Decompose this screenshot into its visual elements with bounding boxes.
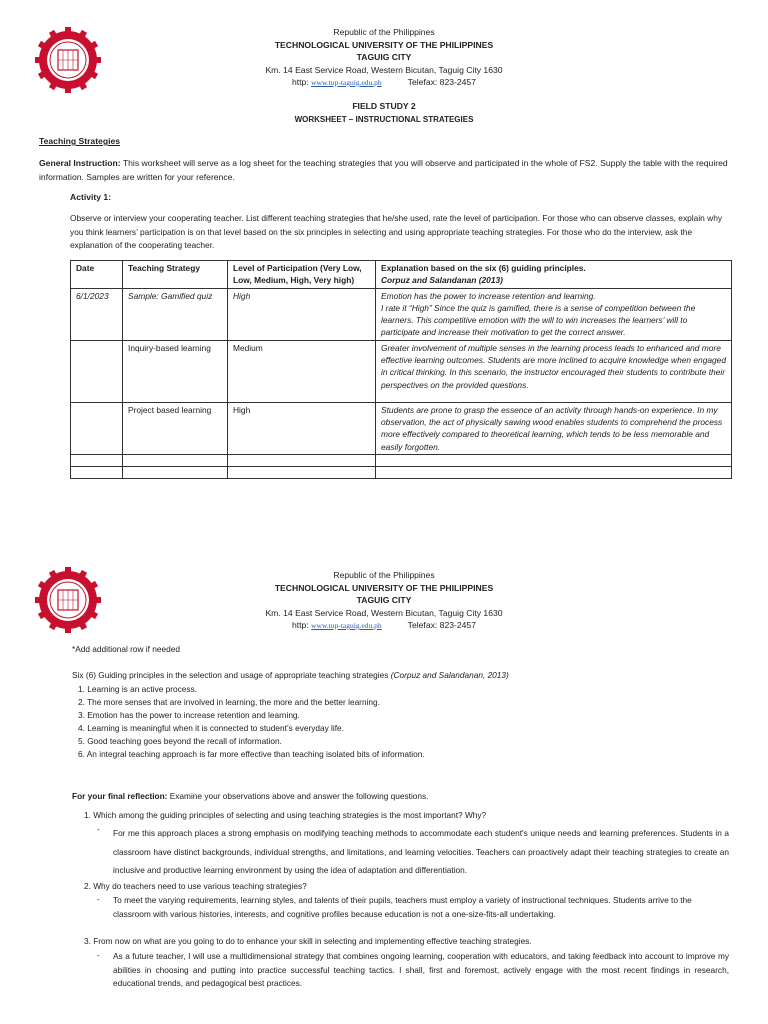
republic-line: Republic of the Philippines <box>333 570 435 580</box>
website-link[interactable]: www.tup-taguig.edu.ph <box>311 621 382 630</box>
telefax: Telefax: 823-2457 <box>407 77 476 87</box>
principle-item: 5. Good teaching goes beyond the recall of information. <box>78 736 282 746</box>
activity-label: Activity 1: <box>70 192 112 202</box>
principle-item: 1. Learning is an active process. <box>78 684 197 694</box>
answer-1: For me this approach places a strong emphasis on modifying teaching methods to accommodate each student's unique needs and learning preferences. Students in a classroom have distinct backgrounds, individual strengths, and limitations, and learning velocities. Teachers can proactively adapt their teaching strategies to create an inclusive and productive learning environment by using the idea of adaptation and differentiation. <box>113 828 729 875</box>
cell-strategy[interactable]: Inquiry-based learning <box>123 340 228 402</box>
http-label: http: <box>292 77 309 87</box>
principles-citation: (Corpuz and Salandanan, 2013) <box>390 670 509 680</box>
answer-3: As a future teacher, I will use a multidimensional strategy that combines ongoing learning, cooperation with educators, and taking feedback into account to improve my abilities in choosing and putting into practice successful teaching tactics. I shall, first and foremost, actively engage with the most recent findings in research, educational trends, and pedagogical best practices. <box>113 951 729 988</box>
header-strategy: Teaching Strategy <box>123 261 228 289</box>
republic-line: Republic of the Philippines <box>333 27 435 37</box>
university-name: TECHNOLOGICAL UNIVERSITY OF THE PHILIPPINES <box>274 582 494 593</box>
cell-date[interactable] <box>71 402 123 454</box>
document-title: FIELD STUDY 2 <box>352 101 416 111</box>
principle-item: 4. Learning is meaningful when it is connected to student’s everyday life. <box>78 723 344 733</box>
section-heading: Teaching Strategies <box>39 136 121 146</box>
strategies-table <box>70 260 732 479</box>
general-instruction <box>39 157 739 184</box>
cell-explanation[interactable]: Greater involvement of multiple senses in the learning process leads to enhanced and more effective learning outcomes. Students are more inclined to acquire knowledge when engaged in critical thinking. In this scenario, the instructor encouraged their students to contribute their perspectives on the provided questions. <box>376 340 732 402</box>
dash-bullet: - <box>97 894 100 904</box>
question-3: 3. From now on what are you going to do to enhance your skill in selecting and implementing effective teaching strategies. <box>84 936 532 946</box>
explanation-text: I rate it “High” Since the quiz is gamified, there is a sense of competition between the learners. This competitive emotion with the will to win increases the learners’ will to participate and increase their motivation to get the correct answer. <box>381 302 696 338</box>
empty-table-row[interactable] <box>71 466 732 478</box>
table-row <box>71 340 732 402</box>
cell-strategy[interactable]: Sample: Gamified quiz <box>123 288 228 340</box>
question-1: 1. Which among the guiding principles of selecting and using teaching strategies is the most important? Why? <box>84 810 487 820</box>
answer-2: To meet the varying requirements, learning styles, and talents of their pupils, teachers must employ a variety of instructional techniques. Students arrive to the classroom with various histories, interests, and cognitive profiles because education is not a one-size-fits-all undertaking. <box>113 895 692 919</box>
document-subtitle: WORKSHEET – INSTRUCTIONAL STRATEGIES <box>294 115 474 124</box>
principle-item: 3. Emotion has the power to increase retention and learning. <box>78 710 300 720</box>
principles-intro-text: Six (6) Guiding principles in the selection and usage of appropriate teaching strategies <box>72 670 391 680</box>
activity-instructions: Observe or interview your cooperating teacher. List different teaching strategies that he/she used, rate the level of participation. For those who can observe classes, explain why you think learners’ participation is on that level based on the six principles in selecting and using appropriate teaching strategies. For those who do the interview, ask the explanation of the cooperating teacher. <box>70 213 723 250</box>
city-name: TAGUIG CITY <box>356 52 412 62</box>
question-2: 2. Why do teachers need to use various teaching strategies? <box>84 881 307 891</box>
general-instruction-text: This worksheet will serve as a log sheet for the teaching strategies that you will observe and participated in the whole of FS2. Supply the table with the required information. Samples are written for your reference. <box>39 158 728 182</box>
add-row-note: *Add additional row if needed <box>72 644 180 654</box>
telefax: Telefax: 823-2457 <box>407 620 476 630</box>
website-link[interactable]: www.tup-taguig.edu.ph <box>311 78 382 87</box>
header-level: Level of Participation (Very Low, Low, Medium, High, Very high) <box>228 261 376 289</box>
cell-date[interactable]: 6/1/2023 <box>71 288 123 340</box>
header-explanation-text: Explanation based on the six (6) guiding principles. <box>381 263 586 273</box>
table-row <box>71 402 732 454</box>
address: Km. 14 East Service Road, Western Bicutan, Taguig City 1630 <box>265 607 503 618</box>
table-row <box>71 288 732 340</box>
cell-strategy[interactable]: Project based learning <box>123 402 228 454</box>
address: Km. 14 East Service Road, Western Bicutan, Taguig City 1630 <box>265 64 503 75</box>
general-instruction-label: General Instruction: <box>39 158 121 168</box>
header-citation: Corpuz and Salandanan (2013) <box>381 275 503 286</box>
cell-level[interactable]: High <box>228 288 376 340</box>
cell-level[interactable]: Medium <box>228 340 376 402</box>
letterhead <box>0 569 768 633</box>
explanation-principle: Emotion has the power to increase retention and learning. <box>381 290 596 301</box>
http-label: http: <box>292 620 309 630</box>
header-explanation <box>376 261 732 289</box>
final-reflection-text: Examine your observations above and answer the following questions. <box>167 791 429 801</box>
cell-level[interactable]: High <box>228 402 376 454</box>
final-reflection-label: For your final reflection: <box>72 791 168 801</box>
principle-item: 6. An integral teaching approach is far more effective than teaching isolated bits of information. <box>78 749 425 759</box>
principles-list <box>78 683 425 761</box>
table-header-row <box>71 261 732 289</box>
final-reflection <box>72 791 428 801</box>
cell-date[interactable] <box>71 340 123 402</box>
principles-intro <box>72 670 509 680</box>
principle-item: 2. The more senses that are involved in learning, the more and the better learning. <box>78 697 380 707</box>
header-date: Date <box>71 261 123 289</box>
cell-explanation[interactable] <box>376 288 732 340</box>
city-name: TAGUIG CITY <box>356 595 412 605</box>
cell-explanation[interactable]: Students are prone to grasp the essence of an activity through hands-on experience. In my observation, the act of physically sawing wood enables students to comprehend the process more effectively compared to theoretical learning, which tends to be less memorable and easily forgotten. <box>376 402 732 454</box>
university-name: TECHNOLOGICAL UNIVERSITY OF THE PHILIPPINES <box>274 39 494 50</box>
letterhead <box>0 26 768 90</box>
dash-bullet: - <box>97 950 100 960</box>
dash-bullet: - <box>97 824 100 834</box>
empty-table-row[interactable] <box>71 454 732 466</box>
